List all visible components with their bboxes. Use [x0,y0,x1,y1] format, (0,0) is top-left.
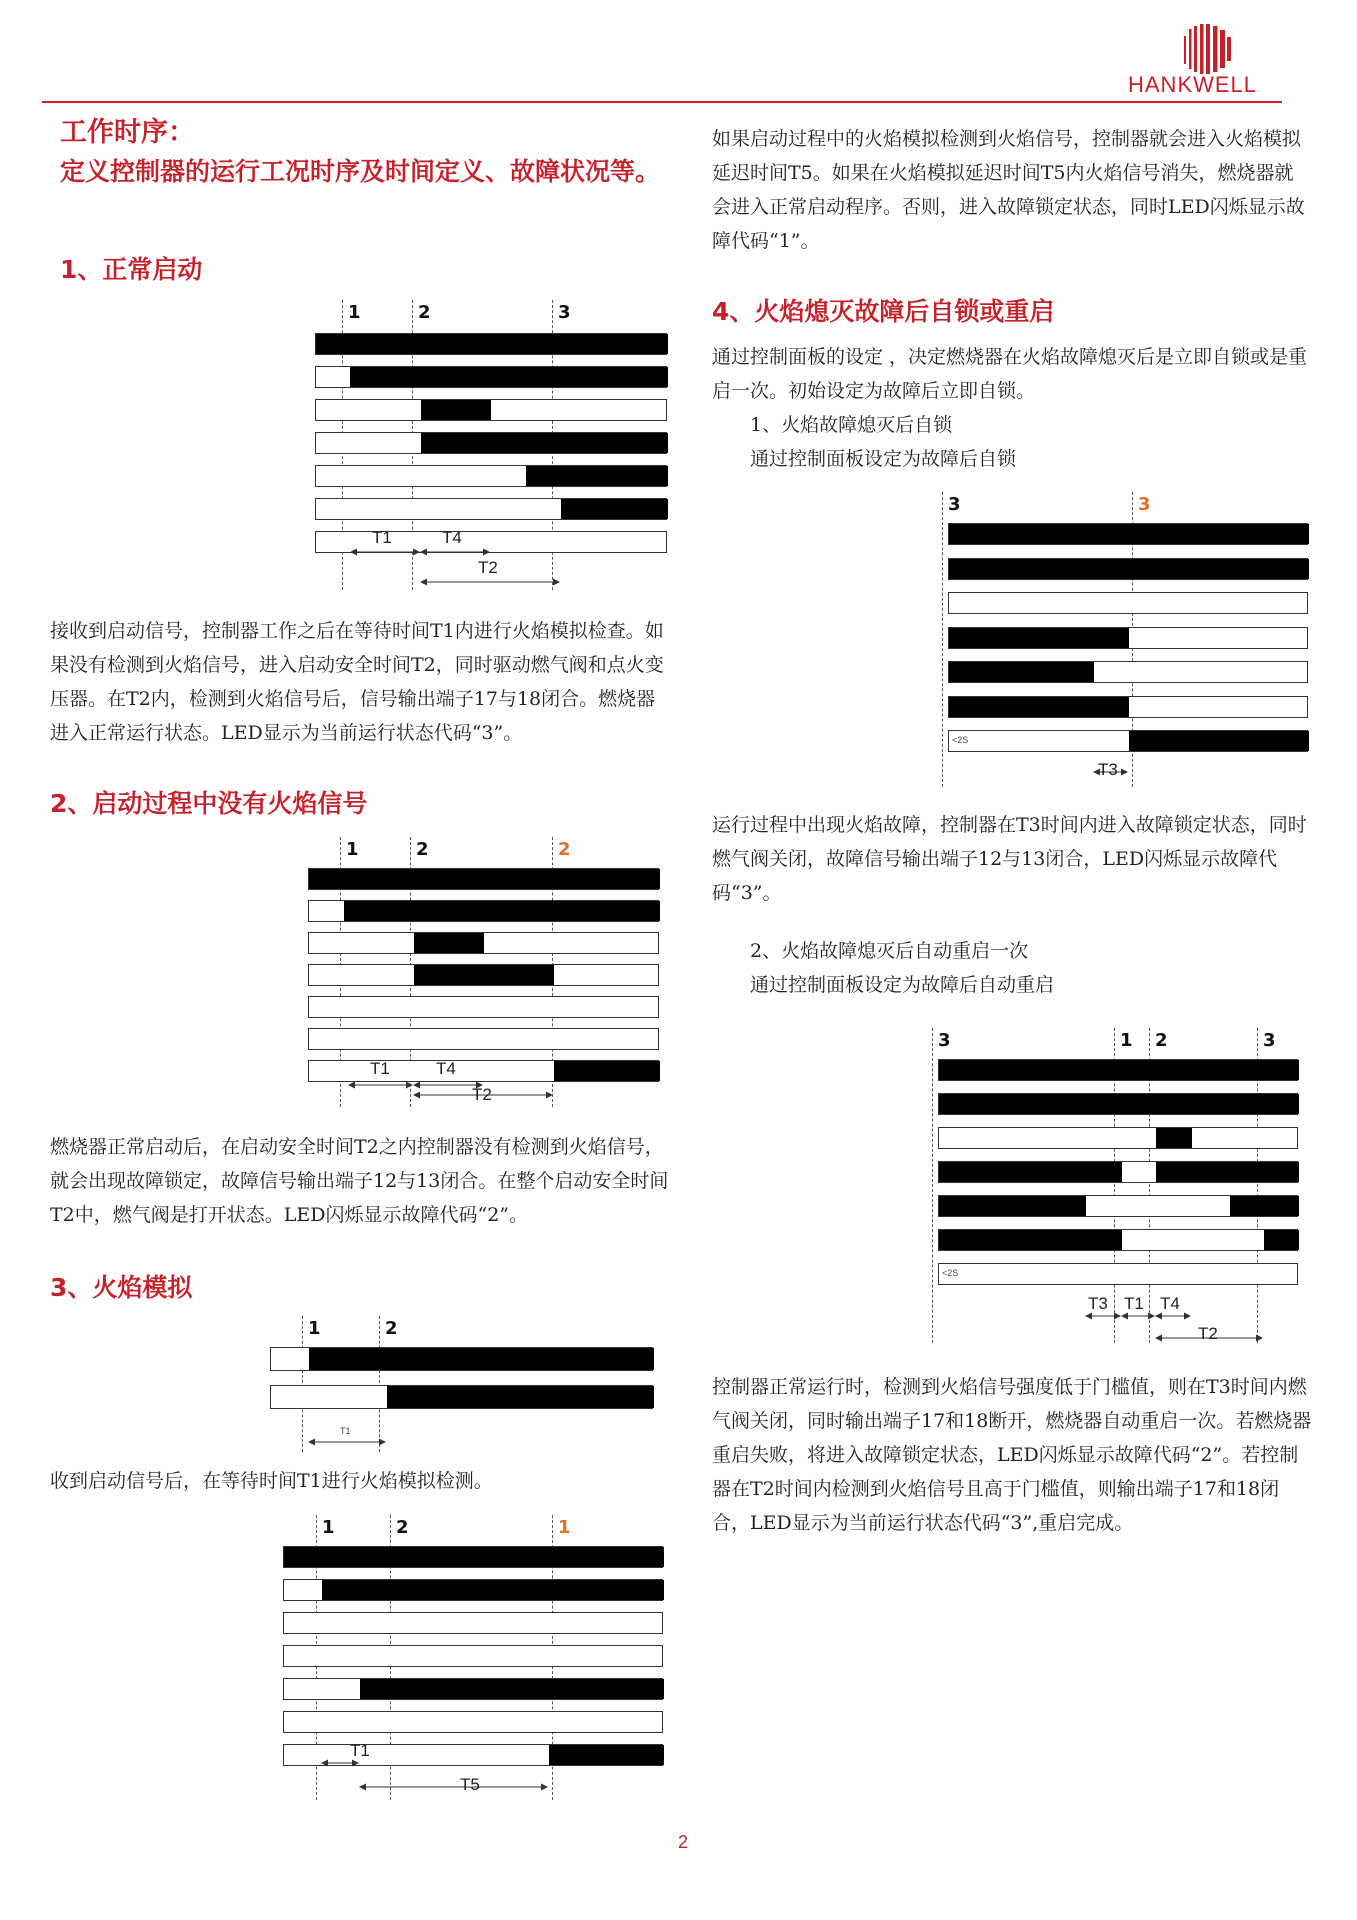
timing-arrowhead-icon [359,1784,366,1791]
section-3-paragraph: 收到启动信号后，在等待时间T1进行火焰模拟检测。 [50,1470,493,1492]
header-rule [42,101,1282,103]
timing-arrowhead-icon [1121,769,1128,776]
timing-marker-label: 1 [346,839,359,860]
section-1-paragraph: 接收到启动信号，控制器工作之后在等待时间T1内进行火焰模拟检查。如果没有检测到火焰信号，进入启动安全时间T2，同时驱动燃气阀和点火变压器。在T2内，检测到火焰信号后，信号输出端子17与18闭合。燃烧器进入正常运行状态。LED显示为当前运行状态代码“3”。 [50,620,664,744]
timing-span-label: T4 [1160,1294,1180,1313]
timing-span-label: T3 [1088,1294,1108,1313]
timing-marker-label: 2 [385,1318,398,1339]
page-title: 工作时序： [60,117,195,148]
section-4-title: 4、火焰熄灭故障后自锁或重启 [712,297,1055,326]
timing-marker-label: 2 [558,839,571,860]
timing-marker-label: 3 [938,1030,951,1051]
timing-marker-label: 2 [418,302,431,323]
timing-span-label: T1 [1124,1294,1144,1313]
timing-span-label: T1 [340,1426,351,1436]
page-number: 2 [678,1832,689,1852]
timing-marker-label: 1 [558,1517,571,1538]
timing-row-note: <2S [942,1268,959,1278]
section-4-2-subtitle: 通过控制面板设定为故障后自动重启 [750,974,1055,996]
section-4-paragraph: 通过控制面板的设定 ，决定燃烧器在火焰故障熄灭后是立即自锁或是重启一次。初始设定为故障后立即自锁。 [712,346,1308,402]
timing-arrowhead-icon [541,1784,548,1791]
timing-marker-label: 2 [1155,1030,1168,1051]
timing-span-label: T1 [350,1741,370,1760]
timing-span-label: T1 [370,1059,390,1078]
timing-arrows [0,492,1357,807]
section-2-paragraph: 燃烧器正常启动后，在启动安全时间T2之内控制器没有检测到火焰信号，就会出现故障锁定，故障信号输出端子12与13闭合。在整个启动安全时间T2中，燃气阀是打开状态。LED闪烁显示故障代码“2”。 [50,1136,669,1226]
timing-row-note: <2S [952,735,969,745]
timing-span-label: T2 [472,1085,492,1104]
section-3-title: 3、火焰模拟 [50,1273,193,1302]
timing-span-label: T1 [372,528,392,547]
timing-marker-label: 1 [308,1318,321,1339]
timing-span-label: T5 [460,1775,480,1794]
section-3-continued-paragraph: 如果启动过程中的火焰模拟检测到火焰信号，控制器就会进入火焰模拟延迟时间T5。如果在火焰模拟延迟时间T5内火焰信号消失，燃烧器就会进入正常启动程序。否则，进入故障锁定状态，同时LED闪烁显示故障代码“1”。 [712,128,1305,252]
timing-arrows [0,1028,1357,1363]
section-4-1-title: 1、火焰故障熄灭后自锁 [750,414,953,436]
timing-arrowhead-icon [321,1760,328,1767]
section-4-2-title: 2、火焰故障熄灭后自动重启一次 [750,940,1029,962]
timing-arrowhead-icon [1155,1335,1162,1342]
logo-text: HANKWELL [1128,72,1258,97]
timing-arrows [0,1515,1357,1820]
timing-marker-label: 2 [396,1517,409,1538]
section-2-title: 2、启动过程中没有火焰信号 [50,789,368,818]
timing-span-label: T3 [1098,760,1118,779]
timing-marker-label: 1 [322,1517,335,1538]
timing-marker-label: 1 [1120,1030,1133,1051]
timing-marker-label: 3 [1263,1030,1276,1051]
timing-marker-label: 3 [1138,494,1151,515]
timing-marker-label: 3 [558,302,571,323]
timing-span-label: T4 [442,528,462,547]
timing-arrowhead-icon [379,1439,386,1446]
timing-arrowhead-icon [1114,1313,1121,1320]
timing-arrowhead-icon [308,1439,315,1446]
timing-arrowhead-icon [1256,1335,1263,1342]
page-subtitle: 定义控制器的运行工况时序及时间定义、故障状况等。 [60,157,661,186]
section-4-1-subtitle: 通过控制面板设定为故障后自锁 [750,448,1017,470]
timing-arrowhead-icon [1148,1313,1155,1320]
timing-marker-label: 2 [416,839,429,860]
section-4-1-paragraph: 运行过程中出现火焰故障，控制器在T3时间内进入故障锁定状态，同时燃气阀关闭，故障信号输出端子12与13闭合，LED闪烁显示故障代码“3”。 [712,814,1307,904]
timing-marker-label: 1 [348,302,361,323]
section-1-title: 1、正常启动 [60,255,203,284]
section-4-2-paragraph: 控制器正常运行时，检测到火焰信号强度低于门槛值，则在T3时间内燃气阀关闭，同时输出端子17和18断开，燃烧器自动重启一次。若燃烧器重启失败，将进入故障锁定状态，LED闪烁显示故障代码“2”。若控制器在T2时间内检测到火焰信号且高于门槛值，则输出端子17和18闭合，LED显示为当前运行状态代码“3”,重启完成。 [712,1376,1312,1534]
timing-span-label: T4 [436,1059,456,1078]
timing-marker-label: 3 [948,494,961,515]
timing-span-label: T2 [478,558,498,577]
timing-arrowhead-icon [1184,1313,1191,1320]
timing-span-label: T2 [1198,1324,1218,1343]
